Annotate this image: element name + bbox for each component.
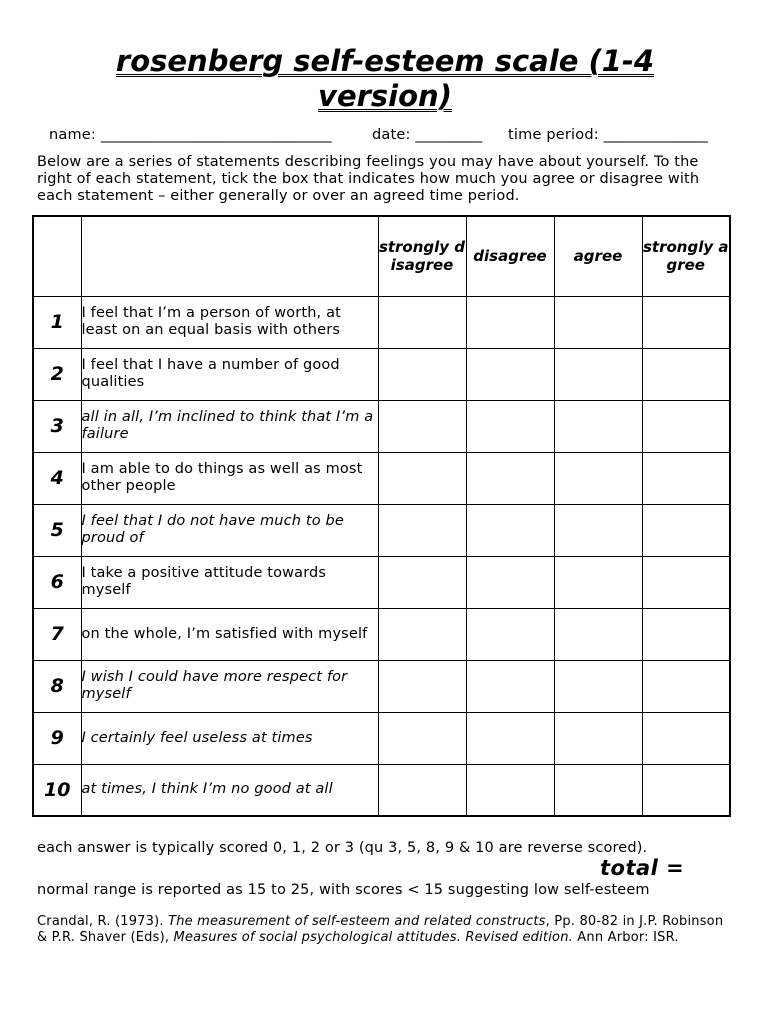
- header-disagree: disagree: [466, 216, 554, 296]
- item-statement: I certainly feel useless at times: [81, 712, 378, 764]
- normal-range-note: normal range is reported as 15 to 25, with scores < 15 suggesting low self-esteem: [37, 882, 650, 898]
- header-num: [33, 216, 81, 296]
- tick-box-agree[interactable]: [554, 556, 642, 608]
- item-number: 9: [33, 712, 81, 764]
- reference-part2: , Pp. 80-82 in J.P. Robinson & P.R. Shaver (Eds),: [37, 914, 724, 945]
- item-statement: I feel that I do not have much to be proud of: [81, 504, 378, 556]
- time-period-field[interactable]: time period: ______________: [508, 127, 708, 143]
- item-statement: all in all, I’m inclined to think that I’m a failure: [81, 400, 378, 452]
- item-statement: I take a positive attitude towards myself: [81, 556, 378, 608]
- tick-box-disagree[interactable]: [466, 400, 554, 452]
- tick-box-strongly-disagree[interactable]: [378, 296, 466, 348]
- name-field[interactable]: name: _______________________________: [49, 127, 332, 143]
- table-row: [33, 556, 730, 608]
- item-number: 2: [33, 348, 81, 400]
- tick-box-strongly-agree[interactable]: [642, 660, 730, 712]
- tick-box-strongly-disagree[interactable]: [378, 764, 466, 816]
- tick-box-disagree[interactable]: [466, 348, 554, 400]
- tick-box-disagree[interactable]: [466, 452, 554, 504]
- item-statement: on the whole, I’m satisfied with myself: [81, 608, 378, 660]
- table-row: [33, 348, 730, 400]
- reference: [37, 914, 727, 946]
- scale-table: [32, 215, 731, 817]
- tick-box-strongly-agree[interactable]: [642, 452, 730, 504]
- header-agree: agree: [554, 216, 642, 296]
- tick-box-disagree[interactable]: [466, 764, 554, 816]
- page-title: rosenberg self-esteem scale (1-4 version): [115, 44, 655, 113]
- table-row: [33, 296, 730, 348]
- tick-box-agree[interactable]: [554, 452, 642, 504]
- header-fields: [0, 127, 770, 147]
- item-number: 5: [33, 504, 81, 556]
- scoring-note: each answer is typically scored 0, 1, 2 or 3 (qu 3, 5, 8, 9 & 10 are reverse scored).: [37, 840, 648, 856]
- instructions: Below are a series of statements describing feelings you may have about yourself. To the right of each statement, tick the box that indicates how much you agree or disagree with each statement – either generally or over an agreed time period.: [37, 154, 700, 204]
- tick-box-strongly-disagree[interactable]: [378, 348, 466, 400]
- tick-box-strongly-agree[interactable]: [642, 348, 730, 400]
- tick-box-agree[interactable]: [554, 764, 642, 816]
- tick-box-disagree[interactable]: [466, 712, 554, 764]
- tick-box-agree[interactable]: [554, 660, 642, 712]
- tick-box-strongly-agree[interactable]: [642, 296, 730, 348]
- tick-box-disagree[interactable]: [466, 660, 554, 712]
- tick-box-agree[interactable]: [554, 608, 642, 660]
- item-number: 6: [33, 556, 81, 608]
- table-row: [33, 504, 730, 556]
- tick-box-agree[interactable]: [554, 504, 642, 556]
- item-number: 8: [33, 660, 81, 712]
- tick-box-agree[interactable]: [554, 348, 642, 400]
- item-statement: at times, I think I’m no good at all: [81, 764, 378, 816]
- date-field[interactable]: date: _________: [372, 127, 483, 143]
- item-number: 7: [33, 608, 81, 660]
- tick-box-strongly-disagree[interactable]: [378, 556, 466, 608]
- reference-part3: Ann Arbor: ISR.: [572, 930, 679, 945]
- item-statement: I feel that I have a number of good qualities: [81, 348, 378, 400]
- tick-box-strongly-disagree[interactable]: [378, 608, 466, 660]
- total-label: total =: [600, 856, 685, 880]
- table-row: [33, 660, 730, 712]
- header-statement: [81, 216, 378, 296]
- item-statement: I feel that I’m a person of worth, at least on an equal basis with others: [81, 296, 378, 348]
- tick-box-strongly-agree[interactable]: [642, 556, 730, 608]
- tick-box-agree[interactable]: [554, 400, 642, 452]
- table-row: [33, 712, 730, 764]
- tick-box-strongly-disagree[interactable]: [378, 504, 466, 556]
- tick-box-strongly-agree[interactable]: [642, 764, 730, 816]
- tick-box-strongly-agree[interactable]: [642, 608, 730, 660]
- tick-box-strongly-disagree[interactable]: [378, 452, 466, 504]
- header-row: [33, 216, 730, 296]
- tick-box-strongly-agree[interactable]: [642, 504, 730, 556]
- tick-box-disagree[interactable]: [466, 504, 554, 556]
- item-statement: I am able to do things as well as most other people: [81, 452, 378, 504]
- tick-box-agree[interactable]: [554, 296, 642, 348]
- tick-box-strongly-disagree[interactable]: [378, 712, 466, 764]
- tick-box-strongly-agree[interactable]: [642, 712, 730, 764]
- table-row: [33, 608, 730, 660]
- tick-box-strongly-disagree[interactable]: [378, 660, 466, 712]
- tick-box-disagree[interactable]: [466, 608, 554, 660]
- table-row: [33, 452, 730, 504]
- header-strongly-agree: strongly agree: [642, 216, 730, 296]
- item-number: 4: [33, 452, 81, 504]
- table-row: [33, 400, 730, 452]
- reference-title2: Measures of social psychological attitudes. Revised edition.: [173, 930, 573, 945]
- item-number: 3: [33, 400, 81, 452]
- item-number: 1: [33, 296, 81, 348]
- tick-box-strongly-disagree[interactable]: [378, 400, 466, 452]
- table-row: [33, 764, 730, 816]
- reference-title1: The measurement of self-esteem and related constructs: [168, 914, 546, 929]
- tick-box-strongly-agree[interactable]: [642, 400, 730, 452]
- header-strongly-disagree: strongly disagree: [378, 216, 466, 296]
- tick-box-agree[interactable]: [554, 712, 642, 764]
- tick-box-disagree[interactable]: [466, 556, 554, 608]
- item-statement: I wish I could have more respect for myself: [81, 660, 378, 712]
- reference-part1: Crandal, R. (1973).: [37, 914, 169, 929]
- tick-box-disagree[interactable]: [466, 296, 554, 348]
- item-number: 10: [33, 764, 81, 816]
